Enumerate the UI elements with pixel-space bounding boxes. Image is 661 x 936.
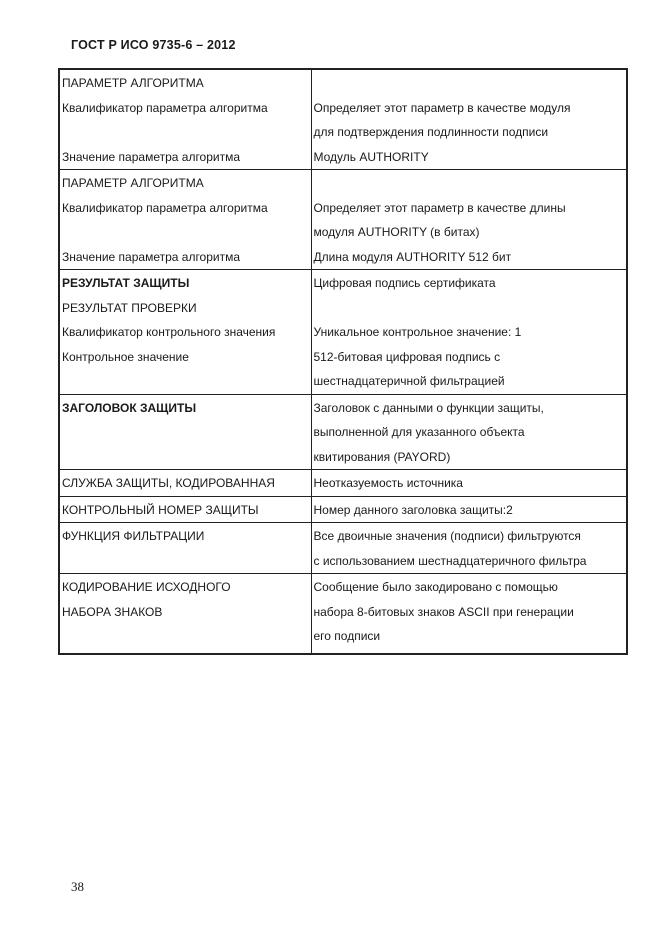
cell-line: набора 8-битовых знаков ASCII при генерации	[313, 604, 574, 619]
cell-line: квитирования (PAYORD)	[313, 449, 451, 464]
cell-line: Квалификатор параметра алгоритма	[62, 200, 268, 215]
cell-line	[314, 171, 627, 196]
table-cell-right	[311, 470, 627, 497]
cell-line: Все двоичные значения (подписи) фильтруются	[313, 529, 581, 543]
cell-line: выполненной для указанного объекта	[313, 425, 525, 439]
cell-line: Значение параметра алгоритма	[62, 249, 241, 264]
cell-line: Квалификатор контрольного значения	[62, 325, 276, 339]
table-row	[59, 69, 627, 170]
table-cell-left	[59, 69, 311, 170]
cell-line: Заголовок с данными о функции защиты,	[313, 400, 544, 415]
cell-line: Квалификатор параметра алгоритма	[62, 100, 268, 115]
cell-line: Номер данного заголовка защиты:2	[313, 502, 513, 517]
cell-line	[314, 296, 627, 321]
cell-line: Модуль AUTHORITY	[313, 149, 429, 164]
cell-line	[62, 369, 311, 394]
cell-line: с использованием шестнадцатеричного фильтра	[313, 553, 587, 568]
table-cell-left	[59, 170, 311, 270]
document-header-title: ГОСТ Р ИСО 9735-6 – 2012	[71, 38, 236, 52]
table-cell-right	[311, 69, 627, 170]
table-row	[59, 394, 627, 470]
table-cell-right	[311, 394, 627, 470]
cell-line: Сообщение было закодировано с помощью	[313, 580, 558, 594]
table-row	[59, 523, 627, 574]
cell-line	[62, 120, 311, 145]
cell-line: НАБОРА ЗНАКОВ	[62, 604, 163, 619]
cell-line: Значение параметра алгоритма	[62, 149, 241, 164]
table-row	[59, 170, 627, 270]
table-cell-right	[311, 523, 627, 574]
cell-line: КОНТРОЛЬНЫЙ НОМЕР ЗАЩИТЫ	[62, 502, 259, 517]
table-row	[59, 270, 627, 395]
cell-line: РЕЗУЛЬТАТ ПРОВЕРКИ	[62, 300, 197, 315]
table-cell-left	[59, 523, 311, 574]
cell-line: модуля AUTHORITY (в битах)	[313, 225, 480, 239]
cell-line: ПАРАМЕТР АЛГОРИТМА	[62, 176, 204, 190]
cell-line: ЗАГОЛОВОК ЗАЩИТЫ	[62, 400, 197, 415]
page-number: 38	[71, 879, 84, 894]
table-cell-left	[59, 574, 311, 654]
table-row	[59, 574, 627, 654]
table-cell-right	[311, 574, 627, 654]
cell-line: ПАРАМЕТР АЛГОРИТМА	[62, 76, 204, 90]
cell-line	[314, 71, 627, 96]
cell-line: ФУНКЦИЯ ФИЛЬТРАЦИИ	[62, 529, 205, 543]
cell-line: Неотказуемость источника	[313, 476, 463, 490]
cell-line	[62, 220, 311, 245]
cell-line: СЛУЖБА ЗАЩИТЫ, КОДИРОВАННАЯ	[62, 476, 275, 490]
table-cell-left	[59, 394, 311, 470]
cell-line: КОДИРОВАНИЕ ИСХОДНОГО	[62, 580, 231, 594]
cell-line: Определяет этот параметр в качестве длины	[313, 200, 566, 215]
cell-line: Контрольное значение	[62, 349, 189, 364]
cell-line: шестнадцатеричной фильтрацией	[313, 374, 505, 388]
table-cell-right	[311, 270, 627, 395]
table-cell-left	[59, 496, 311, 523]
cell-line: РЕЗУЛЬТАТ ЗАЩИТЫ	[62, 276, 190, 290]
specification-table	[58, 68, 628, 655]
table-cell-left	[59, 470, 311, 497]
cell-line: Определяет этот параметр в качестве модуля	[313, 100, 571, 115]
cell-line: Длина модуля AUTHORITY 512 бит	[313, 249, 512, 264]
cell-line: Цифровая подпись сертификата	[313, 276, 496, 290]
table-cell-right	[311, 170, 627, 270]
table-cell-left	[59, 270, 311, 395]
table-cell-right	[311, 496, 627, 523]
table-row	[59, 470, 627, 497]
cell-line: 512-битовая цифровая подпись с	[313, 349, 501, 364]
cell-line: его подписи	[313, 629, 381, 643]
cell-line: для подтверждения подлинности подписи	[313, 125, 549, 139]
table-row	[59, 496, 627, 523]
cell-line: Уникальное контрольное значение: 1	[313, 325, 522, 339]
